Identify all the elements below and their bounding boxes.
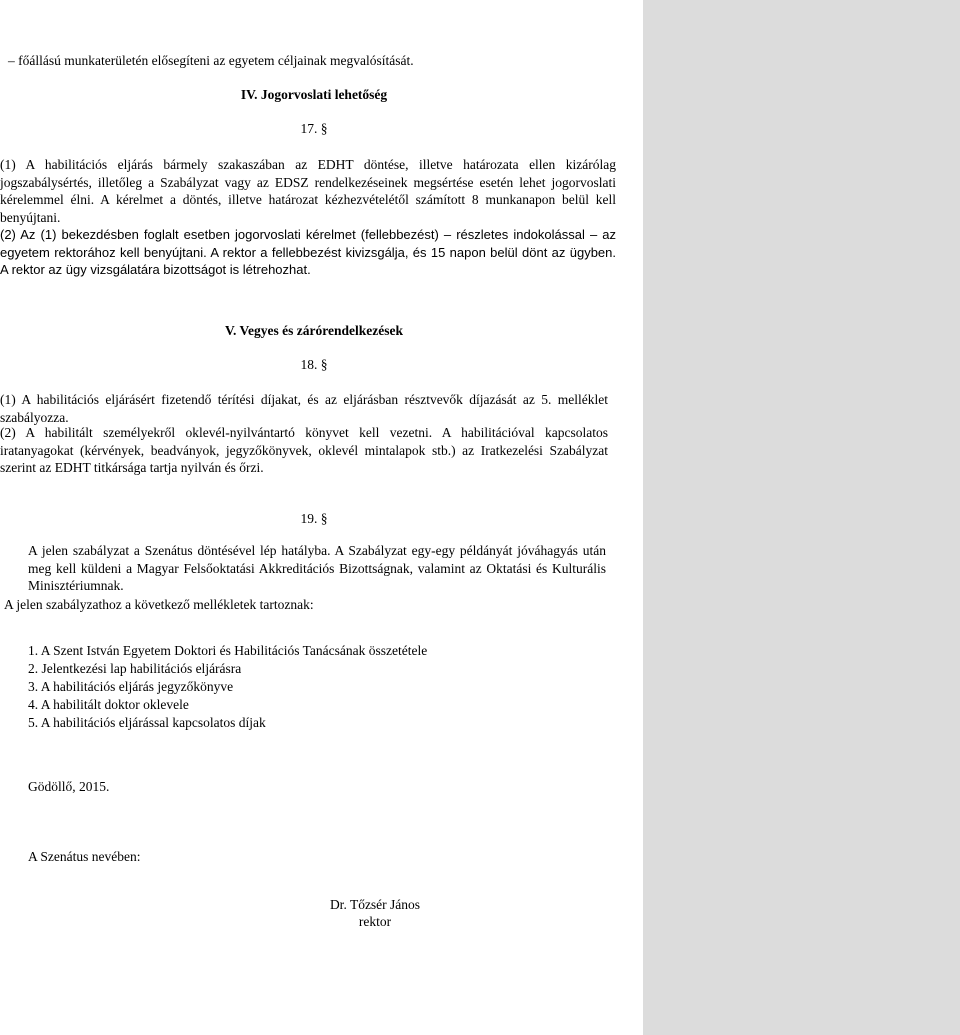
signer-title: rektor bbox=[358, 914, 392, 929]
article-18-paragraph-1: (1) A habilitációs eljárásért fizetendő térítési díjakat, és az eljárásban résztvevők díjazását az 5. melléklet szabályozza. bbox=[0, 392, 608, 425]
list-item: 2. Jelentkezési lap habilitációs eljárásra bbox=[28, 661, 242, 676]
senate-behalf: A Szenátus nevében: bbox=[28, 849, 141, 864]
list-item: 5. A habilitációs eljárással kapcsolatos díjak bbox=[28, 715, 266, 730]
article-17-paragraph-2: (2) Az (1) bekezdésben foglalt esetben jogorvoslati kérelmet (fellebbezést) – részletes indokolással – az egyetem rektorához kell benyújtani. A rektor a fellebbezést kivizsgálja, és 15 napon belül dönt az ügyben. A rektor az ügy vizsgálatára bizottságot is létrehozhat. bbox=[0, 227, 616, 277]
signer-name: Dr. Tőzsér János bbox=[329, 897, 421, 912]
article-19-heading: 19. § bbox=[300, 511, 328, 526]
section-4-title: IV. Jogorvoslati lehetőség bbox=[240, 87, 388, 102]
list-item: 3. A habilitációs eljárás jegyzőkönyve bbox=[28, 679, 234, 694]
annex-intro: A jelen szabályzathoz a következő mellékletek tartoznak: bbox=[4, 597, 314, 612]
article-17-paragraph-1: (1) A habilitációs eljárás bármely szakaszában az EDHT döntése, illetve határozata ellen kizárólag jogszabálysértés, illetőleg a Szabályzat vagy az EDSZ rendelkezéseinek megsértése esetén lehet jogorvoslati kérelemmel élni. A kérelmet a döntés, illetve határozat kézhezvételétől számított 8 munkanapon belül kell benyújtani. bbox=[0, 157, 616, 225]
comment-margin bbox=[643, 0, 960, 1035]
annex-list bbox=[28, 642, 628, 732]
article-17-heading: 17. § bbox=[300, 121, 328, 136]
list-item: 1. A Szent István Egyetem Doktori és Habilitációs Tanácsának összetétele bbox=[28, 643, 428, 658]
article-19-paragraph: A jelen szabályzat a Szenátus döntésével lép hatályba. A Szabályzat egy-egy példányát jóváhagyás után meg kell küldeni a Magyar Felsőoktatási Akkreditációs Bizottságnak, valamint az Oktatási és Kulturális Minisztériumnak. bbox=[28, 543, 606, 593]
intro-line: – főállású munkaterületén elősegíteni az egyetem céljainak megvalósítását. bbox=[8, 53, 414, 68]
place-date: Gödöllő, 2015. bbox=[28, 779, 110, 794]
article-18-paragraph-2: (2) A habilitált személyekről oklevél-nyilvántartó könyvet kell vezetni. A habilitációval kapcsolatos iratanyagokat (kérvények, beadványok, jegyzőkönyvek, oklevél mintalapok stb.) az Iratkezelési Szabályzat szerint az EDHT titkársága tartja nyilván és őrzi. bbox=[0, 425, 608, 475]
section-5-title: V. Vegyes és zárórendelkezések bbox=[225, 323, 403, 338]
article-18-heading: 18. § bbox=[300, 357, 328, 372]
list-item: 4. A habilitált doktor oklevele bbox=[28, 697, 189, 712]
